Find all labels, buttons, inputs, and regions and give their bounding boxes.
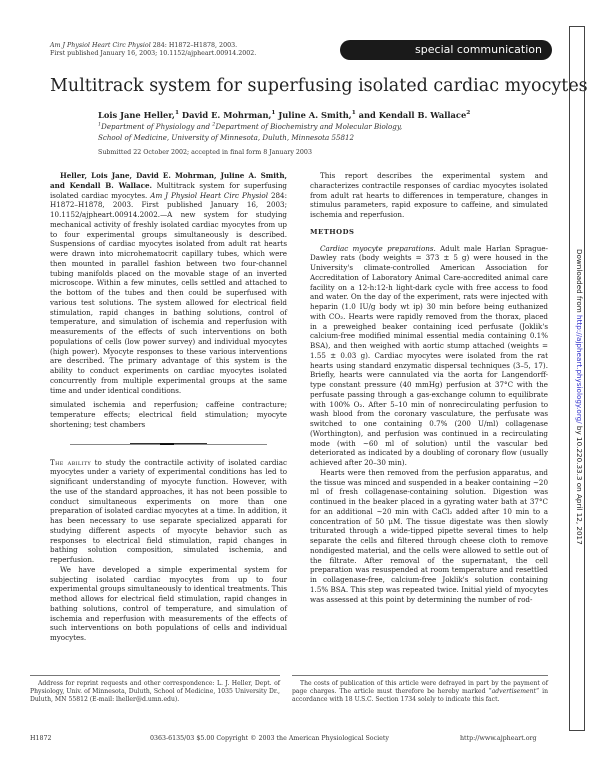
section-divider [50, 440, 287, 448]
page-number: H1872 [30, 735, 52, 742]
download-stamp-text [575, 249, 584, 545]
page-charge-part-b: ” in accordance with 18 U.S.C. Section 1734 solely to indicate this fact. [292, 687, 548, 703]
methods-text: Adult male Harlan Sprague-Dawley rats (body weights = 373 ± 5 g) were housed in the University's climate-controlled American Association for Accreditation of Laboratory Animal Care-accredited animal care facility on a 12-h:12-h light-dark cycle with free access to food and water. On the day of the experiment, rats were injected with heparin (1.0 IU/g body wt ip) 30 min before being euthanized with CO₂. Hearts were rapidly removed from the thorax, placed in a preweighed beaker containing iced perfusate (Joklik's calcium-free modified minimal essential media containing 0.1% BSA), and then weighed with aortic stump attached (weights = 1.55 ± 0.03 g). Cardiac myocytes were isolated from the rat hearts using standard enzymatic dispersal techniques (3–5, 17). Briefly, hearts were cannulated via the aorta for Langendorff-type constant pressure (40 mmHg) perfusion at 37°C with the perfusate passing through a gas-exchange column to equilibrate with 100% O₂. After 5–10 min of nonrecirculating perfusion to wash blood from the coronary vasculature, the perfusate was switched to one containing 0.7% (200 U/ml) collagenase (Worthington), and perfusion was continued in a recirculating mode (with ~60 ml of solution) until the vascular bed deteriorated as indicated by a doubling of coronary flow (usually achieved after 20–30 min). [310, 243, 548, 467]
page-charge-part-a: The costs of publication of this article were defrayed in part by the payment of page charges. The article must therefore be hereby marked “ [292, 680, 548, 695]
left-column [50, 171, 287, 643]
abstract [50, 171, 287, 395]
affil-mark-1: 1 [98, 121, 102, 128]
methods-heading: METHODS [310, 227, 355, 236]
citation-volume-pages: 284: H1872–H1878, 2003. [150, 42, 238, 49]
copyright: 0363-6135/03 $5.00 Copyright © 2003 the American Physiological Society [150, 735, 389, 742]
methods-subheading: Cardiac myocyte preparations. [320, 243, 436, 253]
journal-citation [50, 42, 256, 58]
methods-paragraph-2: Hearts were then removed from the perfusion apparatus, and the tissue was minced and suspended in a beaker containing ~20 ml of fresh collagenase-containing solution. Digestion was continued in the beaker placed in a gyrating water bath at 37°C for an additional ~20 min with CaCl₂ added after 10 min to a concentration of 50 μM. The tissue digestate was then slowly triturated through a wide-tipped pipette several times to help separate the cells and filtered through cheese cloth to remove nondigested material, and the cells were allowed to settle out of the filtrate. After removal of the supernatant, the cell preparation was resuspended at room temperature and resettled in collagenase-free, calcium-free Joklik's solution containing 1.5% BSA. This step was repeated twice. Initial yield of myocytes was assessed at this point by determining the number of rod- [310, 467, 548, 604]
download-source-link[interactable]: http://ajpheart.physiology.org/ [575, 315, 584, 424]
page-charge-text [292, 680, 548, 703]
correspondence-text: Address for reprint requests and other correspondence: L. J. Heller, Dept. of Physiology, Univ. of Minnesota, Duluth, School of Medicine, 1035 University Dr., Duluth, MN 55812 (E-mail: lheller@d.umn.edu). [30, 680, 280, 703]
abstract-body: 284: H1872–H1878, 2003. First published January 16, 2003; 10.1152/ajpheart.00914.2002.—A new system for studying mechanical activity of freshly isolated cardiac myocytes from up to four experimental groups simultaneously is described. Suspensions of cardiac myocytes isolated from adult rat hearts were drawn into microhematocrit capillary tubes, which were then mounted in parallel fashion between two four-channel tubing manifolds placed on the movable stage of an inverted microscope. Within a few minutes, cells settled and attached to the bottom of the tubes and then could be superfused with various test solutions. The system allowed for electrical field stimulation, rapid changes in bathing solutions, control of temperature, and simulation of ischemia and reperfusion with measurements of the effects of such interventions on both populations of cells (low power survey) and individual myocytes (high power). Myocyte responses to these various interventions are described. The primary advantage of this system is the ability to conduct experiments on cardiac myocytes isolated concurrently from multiple experimental groups at the same time and under identical conditions. [50, 190, 287, 395]
author-name: Juline A. Smith, [275, 110, 352, 120]
abstract-authors: Heller, Lois Jane, David E. Mohrman, Juline A. Smith, and Kendall B. Wallace. [50, 171, 287, 190]
submission-dates: Submitted 22 October 2002; accepted in final form 8 January 2003 [98, 149, 312, 156]
advertisement-word: advertisement [491, 687, 537, 695]
intro-paragraph-3: This report describes the experimental system and characterizes contractile responses of cardiac myocytes isolated from adult rat hearts to differences in temperature, changes in stimulus parameters, rapid exposure to caffeine, and simulated ischemia and reperfusion. [310, 171, 548, 219]
author-affil-mark: 1 [271, 110, 276, 117]
divider-center [160, 443, 174, 445]
author-name: Lois Jane Heller, [98, 110, 175, 120]
author-name: David E. Mohrman, [178, 110, 272, 120]
author-affil-mark: 1 [174, 110, 179, 117]
first-published: First published January 16, 2003; 10.1152/ajpheart.00914.2002. [50, 50, 257, 57]
methods-paragraph-1 [310, 244, 548, 468]
download-prefix: Downloaded from [575, 249, 584, 316]
affiliation-1: Department of Physiology and [101, 122, 213, 131]
author-name: and Kendall B. Wallace [355, 110, 467, 120]
affiliations [98, 122, 402, 143]
download-suffix: by 10.220.33.3 on April 12, 2017 [575, 423, 584, 545]
abstract-journal-ref: Am J Physiol Heart Circ Physiol [150, 190, 268, 200]
author-list [98, 110, 470, 120]
intro-lead: The ability [50, 457, 91, 467]
abstract-title-ref: Multitrack system for superfusing isolated cardiac myocytes. [50, 180, 288, 200]
affiliation-2: Department of Biochemistry and Molecular Biology, [215, 122, 403, 131]
citation-journal: Am J Physiol Heart Circ Physiol [50, 42, 151, 49]
affiliation-address: School of Medicine, University of Minnesota, Duluth, Minnesota 55812 [98, 132, 355, 142]
intro-paragraph-2: We have developed a simple experimental system for subjecting isolated cardiac myocytes from up to four experimental groups simultaneously to identical treatments. This method allows for electrical field stimulation, rapid changes in bathing solutions, control of temperature, and simulation of ischemia and reperfusion with measurements of the effects of such interventions on both populations of cells and individual myocytes. [50, 564, 287, 642]
author-affil-mark: 1 [351, 110, 356, 117]
affil-mark-2: 2 [212, 121, 216, 128]
article-type-badge: special communication [340, 40, 552, 60]
article-title: Multitrack system for superfusing isolated cardiac myocytes [50, 76, 588, 96]
author-affil-mark: 2 [466, 110, 471, 117]
download-stamp [569, 26, 585, 731]
page-charge-footnote [292, 675, 548, 703]
intro-paragraph-1 [50, 458, 287, 565]
correspondence-footnote [30, 675, 280, 703]
keywords: simulated ischemia and reperfusion; caffeine contracture; temperature effects; electrical field stimulation; myocyte shortening; test chambers [50, 400, 287, 429]
journal-url[interactable]: http://www.ajpheart.org [460, 735, 537, 742]
right-column [310, 171, 548, 604]
intro-text: to study the contractile activity of isolated cardiac myocytes under a variety of experimental conditions has led to significant understanding of myocyte function. However, with the use of the standard approaches, it has not been possible to conduct simultaneous experiments on more than one preparation of isolated cardiac myocytes at a time. In addition, it has been necessary to use separate specialized apparati for studying different aspects of myocyte behavior such as responses to electrical field stimulation, rapid changes in bathing solution composition, simulated ischemia, and reperfusion. [50, 457, 287, 564]
